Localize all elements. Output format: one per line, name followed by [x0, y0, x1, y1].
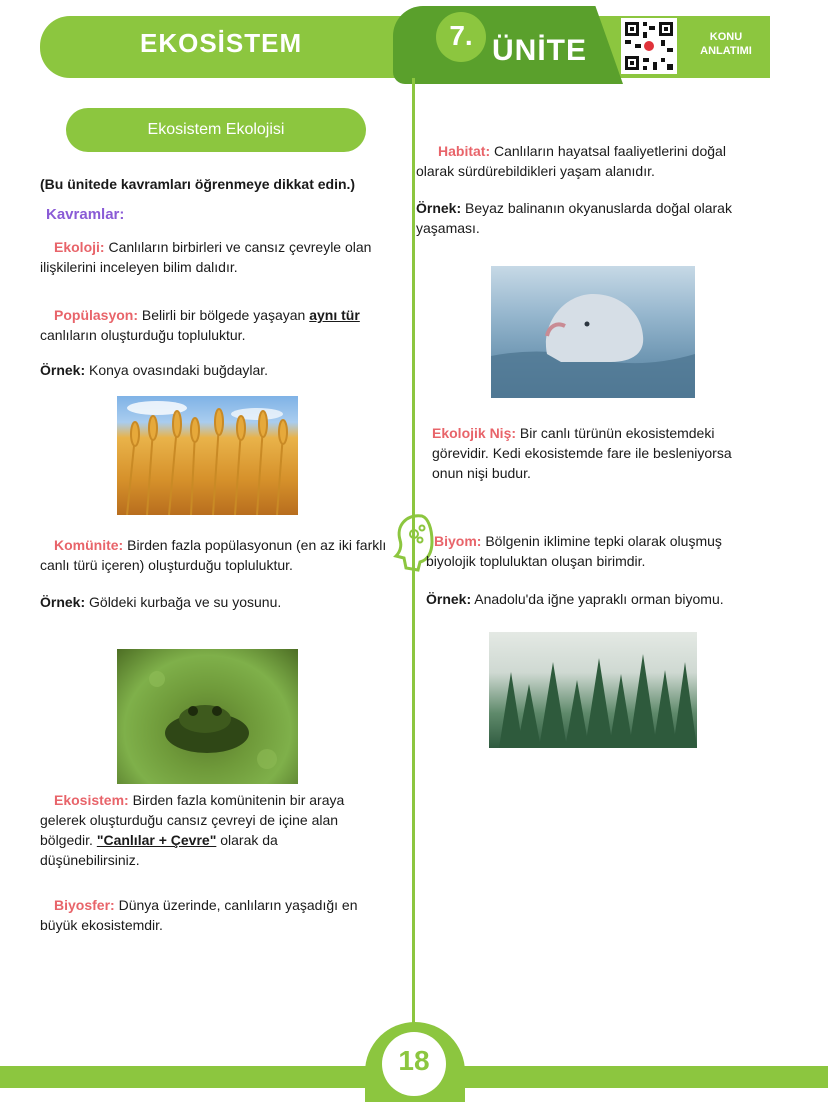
ekosistem-quote: "Canlılar + Çevre" — [96, 832, 217, 848]
unit-label: ÜNİTE — [492, 34, 587, 67]
habitat-paragraph — [416, 141, 761, 181]
ornek-label-2: Örnek: — [40, 594, 86, 610]
populasyon-emph: aynı tür — [309, 307, 360, 323]
habitat-example-text: Beyaz balinanın okyanuslarda doğal olarak yaşaması. — [416, 200, 732, 236]
beluga-whale-photo — [491, 266, 695, 398]
ekoloji-text: Canlıların birbirleri ve cansız çevreyle olan ilişkilerini inceleyen bilim dalıdır. — [40, 239, 372, 275]
konu-anlatimi-label — [686, 30, 766, 58]
ekoloji-term: Ekoloji: — [54, 239, 105, 255]
populasyon-example-text: Konya ovasındaki buğdaylar. — [85, 362, 269, 378]
ornek-label-4: Örnek: — [426, 591, 472, 607]
populasyon-paragraph — [40, 305, 395, 345]
frog-photo — [117, 649, 298, 784]
komunite-example — [40, 592, 395, 612]
komunite-term: Komünite: — [54, 537, 124, 553]
biyosfer-paragraph — [40, 895, 380, 935]
unit-number-badge: 7. — [436, 12, 486, 62]
ekosistem-text1: Birden fazla komünitenin bir araya gelerek oluşturduğu cansız çevreyi de içine alan bölgedir. — [40, 792, 345, 848]
biyom-example — [426, 589, 771, 609]
section-pill: Ekosistem Ekolojisi — [66, 108, 366, 152]
nis-paragraph — [432, 423, 762, 483]
biyom-paragraph — [426, 531, 771, 571]
konu-line1: KONU — [709, 31, 743, 43]
biyom-example-text: Anadolu'da iğne yapraklı orman biyomu. — [471, 591, 724, 607]
biyom-text: Bölgenin iklimine tepki olarak oluşmuş biyolojik topluluktan oluşan birimdir. — [426, 533, 722, 569]
komunite-example-text: Göldeki kurbağa ve su yosunu. — [85, 594, 282, 610]
komunite-paragraph — [40, 535, 395, 575]
biyom-term: Biyom: — [434, 533, 482, 549]
biyosfer-term: Biyosfer: — [54, 897, 115, 913]
ekosistem-term: Ekosistem: — [54, 792, 129, 808]
populasyon-text2: canlıların oluşturduğu topluluktur. — [40, 327, 246, 343]
komunite-text: Birden fazla popülasyonun (en az iki farklı canlı türü içeren) oluşturduğu topluluktur. — [40, 537, 387, 573]
biyosfer-text: Dünya üzerinde, canlıların yaşadığı en büyük ekosistemdir. — [40, 897, 358, 933]
habitat-example — [416, 198, 766, 238]
habitat-text: Canlıların hayatsal faaliyetlerini doğal olarak sürdürebildikleri yaşam alanıdır. — [416, 143, 726, 179]
ekoloji-paragraph — [40, 237, 395, 277]
nis-term: Ekolojik Niş: — [432, 425, 517, 441]
wheat-photo — [117, 396, 298, 515]
ekosistem-text2: olarak da düşünebilirsiniz. — [40, 832, 278, 868]
chapter-title: EKOSİSTEM — [140, 28, 303, 58]
populasyon-example — [40, 360, 395, 380]
nis-text: Bir canlı türünün ekosistemdeki görevidir. Kedi ekosistemde fare ile besleniyorsa onun nişi budur. — [432, 425, 732, 481]
kavramlar-heading: Kavramlar: — [46, 206, 125, 223]
habitat-term: Habitat: — [438, 143, 491, 159]
intro-note: (Bu ünitede kavramları öğrenmeye dikkat edin.) — [40, 176, 356, 192]
page-number: 18 — [382, 1032, 446, 1096]
ornek-label-3: Örnek: — [416, 200, 462, 216]
qr-code-icon[interactable] — [621, 18, 677, 74]
ekosistem-paragraph — [40, 790, 380, 870]
ornek-label: Örnek: — [40, 362, 86, 378]
populasyon-term: Popülasyon: — [54, 307, 139, 323]
konu-line2: ANLATIMI — [700, 45, 752, 57]
pine-forest-photo — [489, 632, 697, 748]
populasyon-text1: Belirli bir bölgede yaşayan — [138, 307, 310, 323]
